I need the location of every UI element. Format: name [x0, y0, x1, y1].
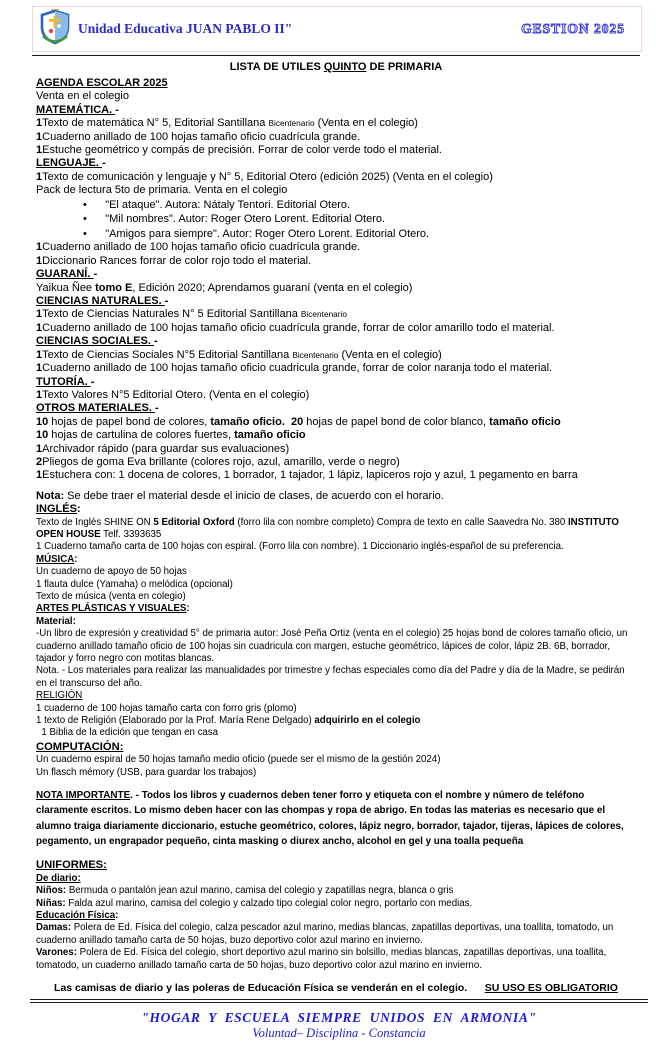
- heading-matematica: MATEMÁTICA. -: [36, 103, 119, 116]
- doc-line: 1Archivador rápido (para guardar sus evaluaciones): [36, 442, 290, 455]
- doc-line: Pack de lectura 5to de primaria. Venta en el colegio: [36, 184, 288, 197]
- doc-line: 1 flauta dulce (Yamaha) o melódica (opcional): [36, 578, 233, 590]
- heading-educacion-fisica: Educación Física:: [36, 909, 119, 921]
- school-name: Unidad Educativa JUAN PABLO II": [78, 21, 293, 36]
- gestion-year-label: GESTION 2025: [521, 21, 625, 36]
- heading-artes: ARTES PLÁSTICAS Y VISUALES:: [36, 603, 190, 615]
- doc-line: Nota: Se debe traer el material desde el inicio de clases, de acuerdo con el horario.: [36, 489, 444, 502]
- school-values: Voluntad– Disciplina - Constancia: [252, 1025, 426, 1040]
- heading-musica: MÚSICA:: [36, 553, 78, 565]
- doc-line: 1 Cuaderno tamaño carta de 100 hojas con espiral. (Forro lila con nombre). 1 Diccionario inglés-español de su preferencia.: [36, 541, 564, 553]
- heading-otros-materiales: OTROS MATERIALES. -: [36, 402, 159, 415]
- heading-guarani: GUARANÍ. -: [36, 268, 98, 281]
- doc-line: 1Estuche geométrico y compás de precisión. Forrar de color verde todo el material.: [36, 144, 442, 157]
- doc-line: Yaikua Ñee tomo E, Edición 2020; Aprendamos guaraní (venta en el colegio): [36, 281, 413, 294]
- doc-line: Damas: Polera de Ed. Física del colegio, calza pescador azul marino, medias blancas, zapatillas deportivas, una toallita, tomatodo, un cuaderno anillado tamaño carta de 50 hojas, buzo deportivo color azul marino en invierno.: [36, 922, 614, 946]
- doc-line: 1Estuchera con: 1 docena de colores, 1 borrador, 1 tajador, 1 lápiz, lapiceros rojo y azul, 1 pegamento en barra: [36, 469, 578, 482]
- doc-line: • "Mil nombres". Autor: Roger Otero Lorent. Editorial Otero.: [83, 213, 386, 226]
- doc-line: Varones: Polera de Ed. Física del colegio, short deportivo azul marino sin bolsillo, medias blancas, zapatillas deportivas, una toallita, tomatodo, un cuaderno anillado tamaño carta de 50 hojas, buzo deportivo color azul marino en invierno.: [36, 947, 607, 971]
- doc-line: 1Cuaderno anillado de 100 hojas tamaño oficio cuadrícula grande.: [36, 241, 361, 254]
- heading-agenda: AGENDA ESCOLAR 2025: [36, 77, 168, 89]
- doc-line: -Un libro de expresión y creatividad 5° de primaria autor: José Peña Ortiz (venta en el colegio) 25 hojas bond de colores tamaño oficio, un cuaderno anillado tamaño oficio de 100 hojas sin cuadricula con margen, estuche geométrico, lápices de color, lápiz 2B. 6B, borrador, tajador y forro negro con motitas blancas.: [36, 628, 628, 665]
- doc-line: 1 cuaderno de 100 hojas tamaño carta con forro gris (plomo): [36, 702, 297, 714]
- doc-line: 10 hojas de cartulina de colores fuertes, tamaño oficio: [36, 429, 306, 442]
- nota-importante: NOTA IMPORTANTE. - Todos los libros y cuadernos deben tener forro y etiqueta con el nombre y número de teléfono claramente escritos. Lo mismo deben hacer con las chompas y ropa de abrigo. En todas las materias es necesario que el alumno traiga diariamente diccionario, estuche geométrico, colores, lápiz negro, borrador, tajador, tijeras, lápices de colores, pegamento, un engrapador pequeño, cinta masking o diurex ancho, alcohol en gel y una toalla pequeña: [36, 790, 624, 847]
- doc-line: [36, 483, 636, 490]
- doc-line: Material:: [36, 615, 76, 627]
- school-crest-icon: [39, 9, 71, 50]
- doc-line: 1 texto de Religión (Elaborado por la Prof. María Rene Delgado) adquirirlo en el colegio: [36, 715, 421, 727]
- doc-line: [36, 779, 636, 788]
- doc-line: 1 Biblia de la edición que tengan en casa: [36, 727, 219, 739]
- doc-line: Un cuaderno de apoyo de 50 hojas: [36, 566, 187, 578]
- doc-line: 1Cuaderno anillado de 100 hojas tamaño oficio cuadrícula grande.: [36, 130, 361, 143]
- doc-line: Un cuaderno espiral de 50 hojas tamaño medio oficio (puede ser el mismo de la gestión 2024): [36, 754, 441, 766]
- doc-line: Niñas: Falda azul marino, camisa del colegio y calzado tipo colegial color negro, portarlo con medias.: [36, 897, 473, 909]
- doc-line: 2Pliegos de goma Eva brillante (colores rojo, azul, amarillo, verde o negro): [36, 455, 400, 468]
- page-title: LISTA DE UTILES QUINTO DE PRIMARIA: [229, 61, 443, 73]
- doc-line: 1Texto de Ciencias Sociales N°5 Editorial Santillana Bicentenario (Venta en el colegio): [36, 348, 442, 361]
- doc-line: Venta en el colegio: [36, 90, 129, 103]
- heading-computacion: COMPUTACIÓN:: [36, 740, 124, 753]
- heading-tutoria: TUTORÍA. -: [36, 375, 95, 388]
- heading-ingles: INGLÉS:: [36, 503, 81, 516]
- heading-religion: RELIGIÓN: [36, 690, 83, 702]
- document-body: [30, 59, 648, 996]
- doc-line: 1Cuaderno anillado de 100 hojas tamaño oficio cuadrícula grande, forrar de color amarillo todo el material.: [36, 321, 555, 334]
- uniform-mandatory-note: Las camisas de diario y las poleras de Educación Física se venderán en el colegio. SU USO ES OBLIGATORIO: [54, 981, 618, 994]
- doc-line: [36, 972, 636, 981]
- doc-line: 1Texto Valores N°5 Editorial Otero. (Venta en el colegio): [36, 388, 310, 401]
- document-header: [32, 6, 642, 52]
- doc-line: 10 hojas de papel bond de colores, tamaño oficio. 20 hojas de papel bond de color blanco, tamaño oficio: [36, 415, 561, 428]
- doc-line: 1Texto de matemática N° 5, Editorial Santillana Bicentenario (Venta en el colegio): [36, 117, 418, 130]
- footer-divider: [30, 999, 648, 1003]
- doc-line: [36, 849, 636, 858]
- doc-line: Nota. - Los materiales para realizar las manualidades por trimestre y fechas especiales como día del Padre y día de la Madre, se pedirán en el transcurso del año.: [36, 665, 625, 689]
- doc-line: • "El ataque". Autora: Nátaly Tentori. Editorial Otero.: [83, 198, 351, 211]
- doc-line: • "Amigos para siempre". Autor: Roger Otero Lorent. Editorial Otero.: [83, 227, 430, 240]
- heading-lenguaje: LENGUAJE. -: [36, 157, 106, 170]
- school-motto: "HOGAR Y ESCUELA SIEMPRE UNIDOS EN ARMONIA": [141, 1009, 537, 1025]
- heading-de-diario: De diario:: [36, 872, 81, 884]
- heading-uniformes: UNIFORMES:: [36, 859, 107, 872]
- doc-line: Texto de música (venta en colegio): [36, 591, 186, 602]
- doc-line: 1Texto de Ciencias Naturales N° 5 Editorial Santillana Bicentenario: [36, 308, 348, 321]
- doc-line: Texto de Inglés SHINE ON 5 Editorial Oxford (forro lila con nombre completo) Compra de texto en calle Saavedra No. 380 INSTITUTO OPEN HOUSE Telf. 3393635: [36, 516, 619, 540]
- heading-ciencias-sociales: CIENCIAS SOCIALES. -: [36, 335, 158, 348]
- heading-ciencias-naturales: CIENCIAS NATURALES. -: [36, 295, 169, 308]
- doc-line: 1Cuaderno anillado de 100 hojas tamaño oficio cuadricula grande, forrar de color naranja todo el material.: [36, 362, 553, 375]
- doc-line: Niños: Bermuda o pantalón jean azul marino, camisa del colegio y zapatillas negra, blanca o gris: [36, 885, 454, 897]
- header-divider: [32, 55, 640, 56]
- doc-line: 1Diccionario Rances forrar de color rojo todo el material.: [36, 254, 312, 267]
- doc-line: Un flasch mémory (USB, para guardar los trabajos): [36, 766, 257, 778]
- doc-line: 1Texto de comunicación y lenguaje y N° 5, Editorial Otero (edición 2025) (Venta en el colegio): [36, 170, 493, 183]
